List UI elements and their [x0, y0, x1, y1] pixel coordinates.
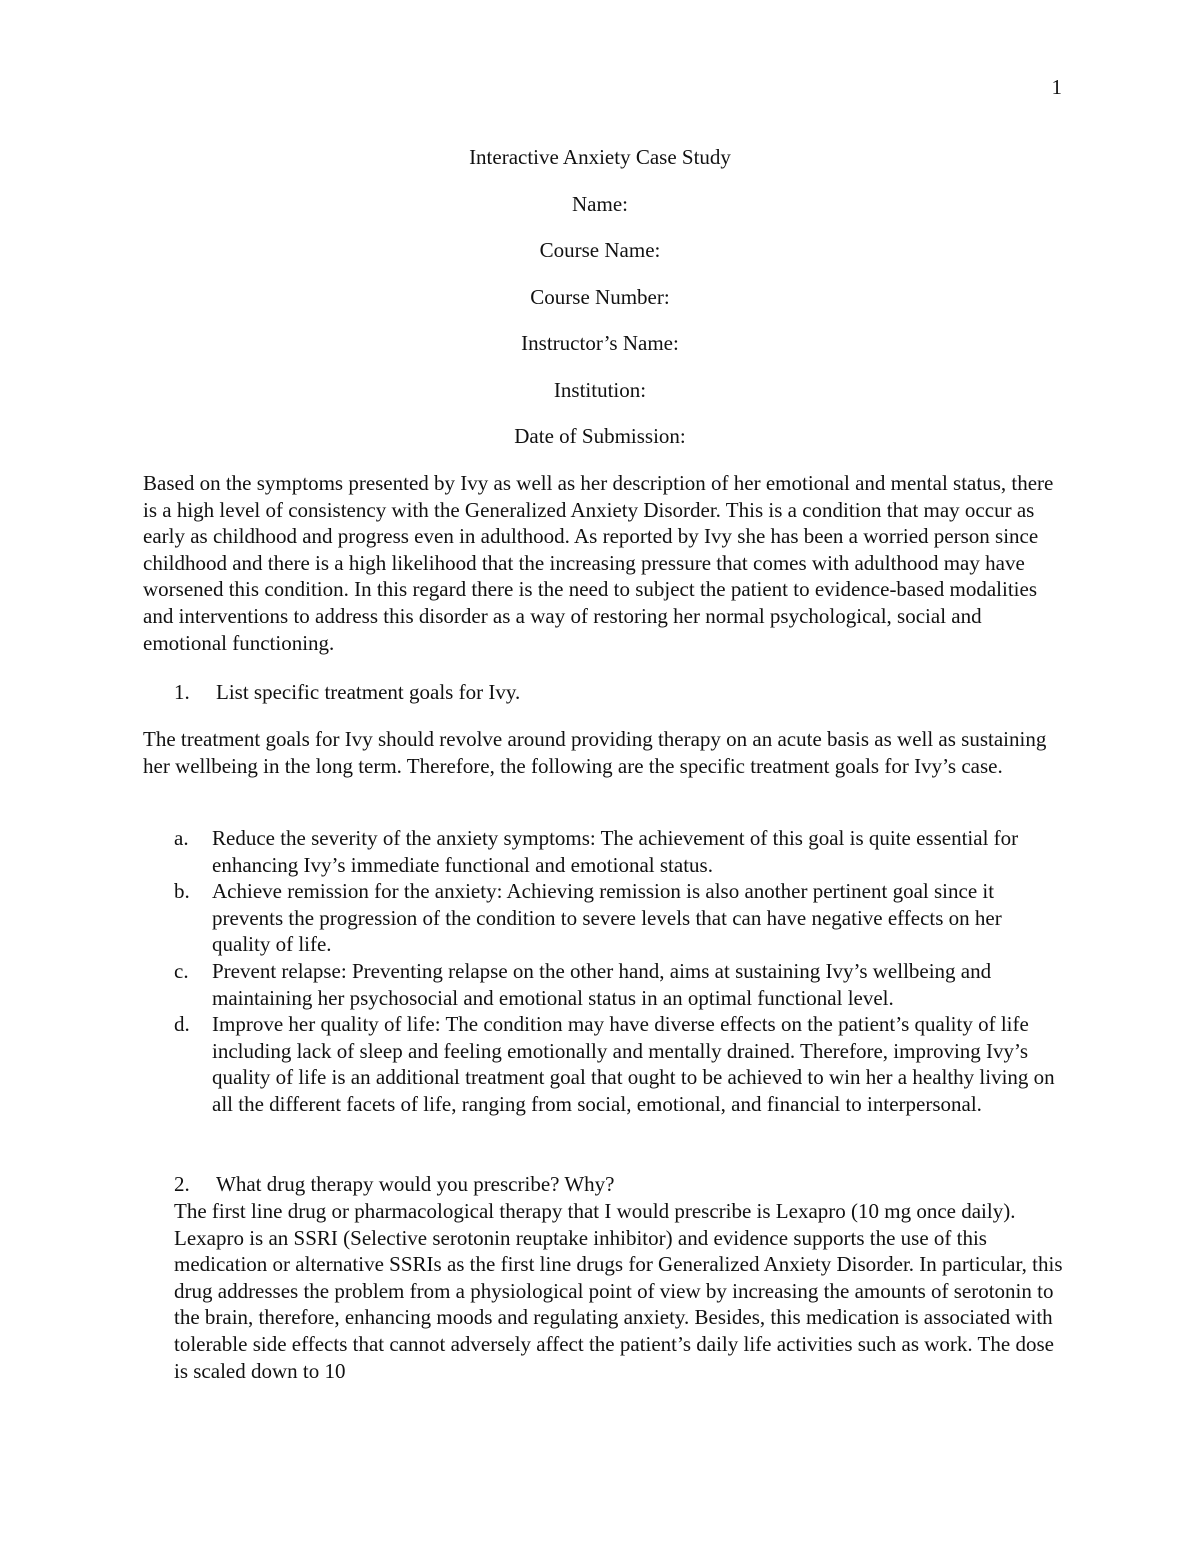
goal-text: Prevent relapse: Preventing relapse on the other hand, aims at sustaining Ivy’s wellbeing and maintaining her psychosocial and emotional status in an optimal functional level.: [212, 958, 992, 1010]
question-2-number: 2.: [174, 1172, 190, 1196]
submission-date-line: Date of Submission:: [514, 424, 686, 448]
document-title: Interactive Anxiety Case Study: [469, 145, 731, 169]
question-2: [174, 1171, 1054, 1198]
question-2-text: What drug therapy would you prescribe? Why?: [216, 1172, 615, 1196]
treatment-goals-list: [174, 825, 1064, 1118]
intro-paragraph: Based on the symptoms presented by Ivy as well as her description of her emotional and mental status, there is a high level of consistency with the Generalized Anxiety Disorder. This is a condition that may occur as early as childhood and progress even in adulthood. As reported by Ivy she has been a worried person since childhood and there is a high likelihood that the increasing pressure that comes with adulthood may have worsened this condition. In this regard there is the need to subject the patient to evidence-based modalities and interventions to address this disorder as a way of restoring her normal psychological, social and emotional functioning.: [143, 471, 1054, 655]
goal-item: [174, 958, 1064, 1011]
goal-letter: d.: [174, 1012, 190, 1037]
course-number-line: Course Number:: [530, 284, 670, 309]
goal-text: Reduce the severity of the anxiety symptoms: The achievement of this goal is quite essential for enhancing Ivy’s immediate functional and emotional status.: [212, 826, 1019, 877]
institution-line: Institution:: [553, 377, 647, 402]
goal-item: [174, 825, 1064, 878]
goals-intro-paragraph: The treatment goals for Ivy should revolve around providing therapy on an acute basis as well as sustaining her wellbeing in the long term. Therefore, the following are the specific treatment goals for Ivy’s case.: [143, 727, 1047, 778]
goal-letter: c.: [174, 958, 189, 983]
page-number: 1: [1051, 75, 1062, 99]
goal-text: Improve her quality of life: The condition may have diverse effects on the patient’s quality of life including lack of sleep and feeling emotionally and mentally drained. Therefore, improving Ivy’s quality of life is an additional treatment goal that ought to be achieved to win her a healthy living on all the different facets of life, ranging from social, emotional, and financial to interpersonal.: [212, 1012, 1055, 1116]
drug-therapy-paragraph: The first line drug or pharmacological therapy that I would prescribe is Lexapro (10 mg once daily). Lexapro is an SSRI (Selective serotonin reuptake inhibitor) and evidence supports the use of this medication or alternative SSRIs as the first line drugs for Generalized Anxiety Disorder. In particular, this drug addresses the problem from a physiological point of view by increasing the amounts of serotonin to the brain, therefore, enhancing moods and regulating anxiety. Besides, this medication is associated with tolerable side effects that cannot adversely affect the patient’s daily life activities such as work. The dose is scaled down to 10: [174, 1199, 1063, 1383]
instructor-name-line: Instructor’s Name:: [521, 331, 679, 355]
question-1-text: List specific treatment goals for Ivy.: [216, 680, 521, 704]
goal-text: Achieve remission for the anxiety: Achieving remission is also another pertinent goal since it prevents the progression of the condition to severe levels that can have negative effects on her quality of life.: [212, 879, 1002, 957]
title-block: [140, 144, 1060, 470]
question-1: [174, 679, 1054, 706]
goal-letter: b.: [174, 879, 190, 904]
goal-item: [174, 878, 1064, 958]
student-name-line: Name:: [572, 191, 628, 216]
question-1-number: 1.: [174, 680, 190, 704]
goal-letter: a.: [174, 826, 189, 850]
goal-item: [174, 1011, 1064, 1117]
course-name-line: Course Name:: [539, 238, 661, 262]
